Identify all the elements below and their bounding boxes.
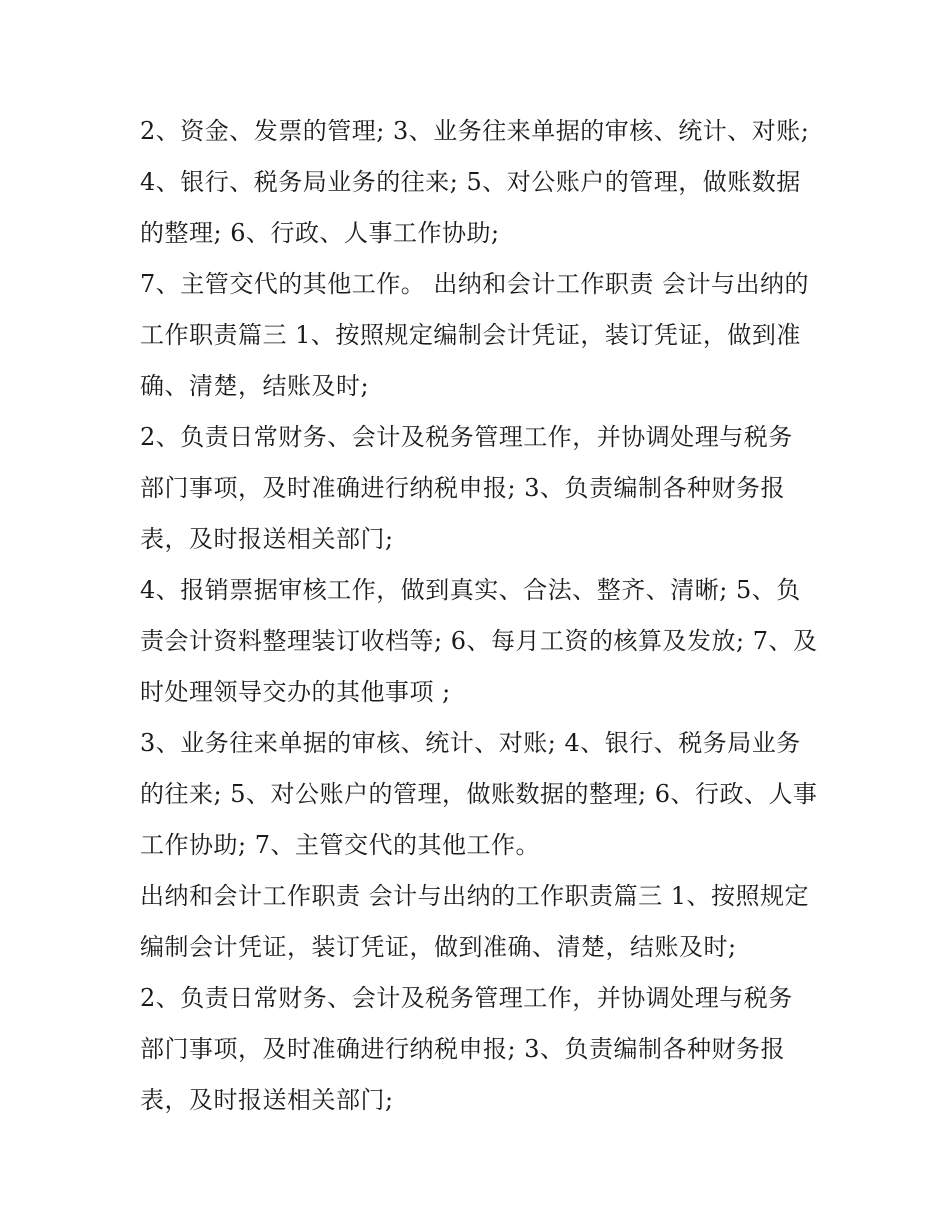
text-line: 4、报销票据审核工作，做到真实、合法、整齐、清晰; 5、负: [140, 576, 801, 604]
text-line: 部门事项，及时准确进行纳税申报; 3、负责编制各种财务报: [140, 474, 785, 502]
text-line: 4、银行、税务局业务的往来; 5、对公账户的管理，做账数据: [140, 168, 801, 196]
text-line: 2、负责日常财务、会计及税务管理工作，并协调处理与税务: [140, 984, 793, 1012]
text-line: 责会计资料整理装订收档等; 6、每月工资的核算及发放; 7、及: [140, 627, 818, 655]
text-line: 表，及时报送相关部门;: [140, 525, 394, 553]
text-line: 时处理领导交办的其他事项 ;: [140, 678, 451, 706]
text-line: 3、业务往来单据的审核、统计、对账; 4、银行、税务局业务: [140, 729, 801, 757]
text-line: 部门事项，及时准确进行纳税申报; 3、负责编制各种财务报: [140, 1035, 785, 1063]
text-line: 工作职责篇三 1、按照规定编制会计凭证，装订凭证，做到准: [140, 321, 801, 349]
document-body: [140, 106, 820, 1126]
text-line: 2、资金、发票的管理; 3、业务往来单据的审核、统计、对账;: [140, 117, 810, 145]
text-line: 的往来; 5、对公账户的管理，做账数据的整理; 6、行政、人事: [140, 780, 818, 808]
text-line: 7、主管交代的其他工作。 出纳和会计工作职责 会计与出纳的: [140, 270, 810, 298]
text-line: 表，及时报送相关部门;: [140, 1086, 394, 1114]
text-line: 工作协助; 7、主管交代的其他工作。: [140, 831, 540, 859]
text-line: 2、负责日常财务、会计及税务管理工作，并协调处理与税务: [140, 423, 793, 451]
text-line: 编制会计凭证，装订凭证，做到准确、清楚，结账及时;: [140, 933, 737, 961]
text-line: 的整理; 6、行政、人事工作协助;: [140, 219, 500, 247]
text-line: 出纳和会计工作职责 会计与出纳的工作职责篇三 1、按照规定: [140, 882, 810, 910]
text-line: 确、清楚，结账及时;: [140, 372, 370, 400]
